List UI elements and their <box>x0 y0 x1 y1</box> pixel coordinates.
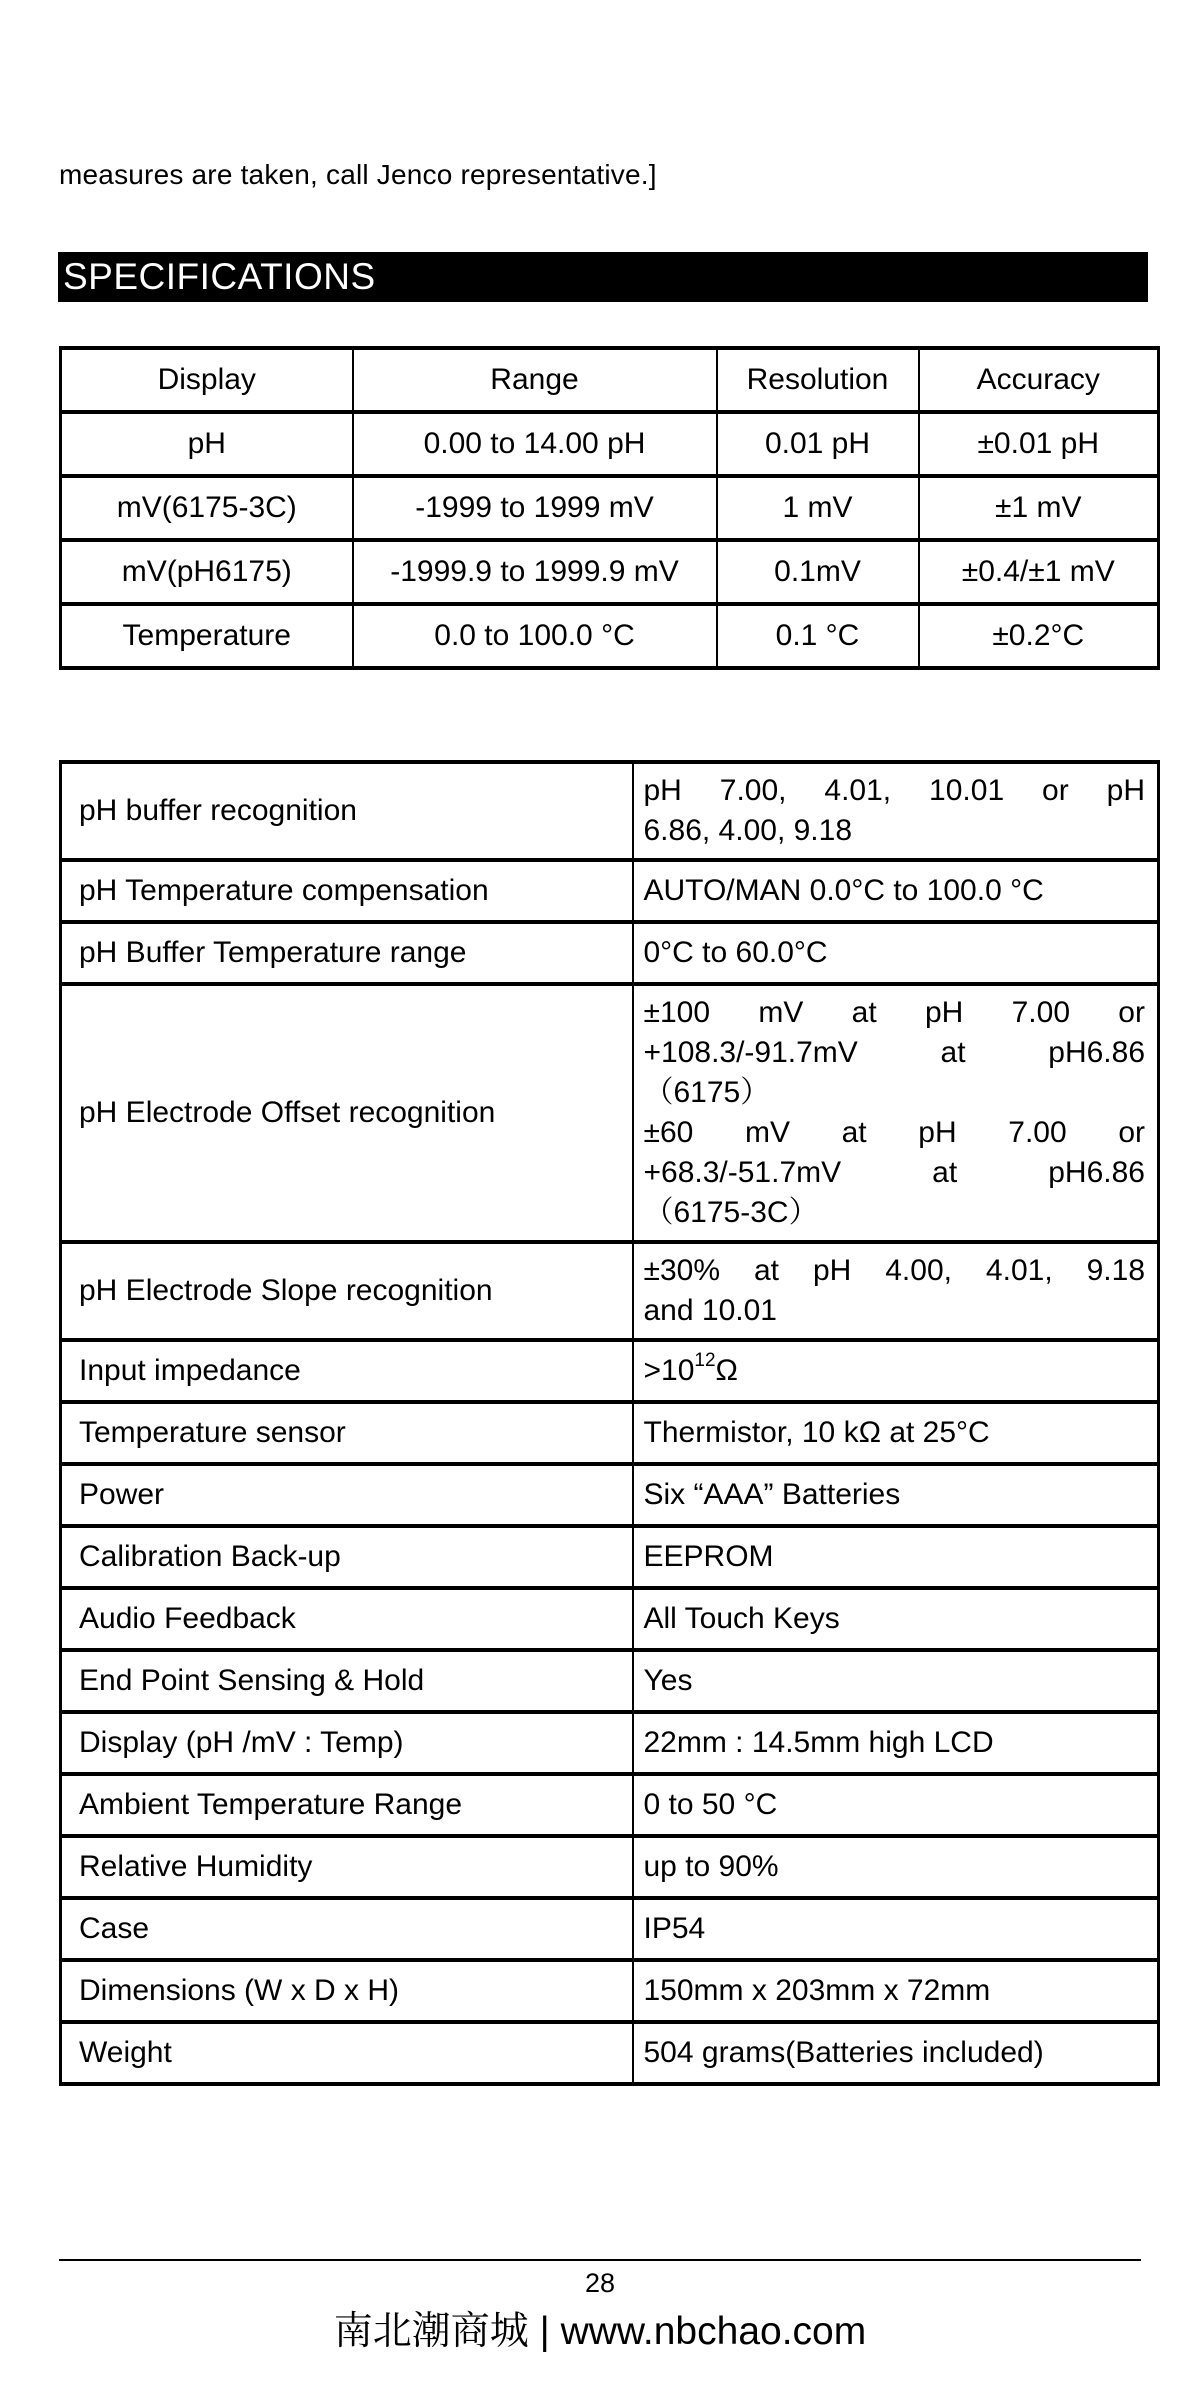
header-cell: Display <box>61 348 353 412</box>
superscript: 12 <box>694 1350 716 1371</box>
spec-value <box>633 1402 1159 1464</box>
value-line: Thermistor, 10 kΩ at 25°C <box>643 1416 990 1449</box>
spec-label: Temperature sensor <box>61 1402 633 1464</box>
table-row <box>61 1712 1159 1774</box>
spec-value <box>633 860 1159 922</box>
value-line: EEPROM <box>643 1540 774 1573</box>
spec-value <box>633 1898 1159 1960</box>
value-line: 504 grams(Batteries included) <box>643 2036 1044 2069</box>
table-cell: ±1 mV <box>919 476 1159 540</box>
table-row <box>61 1898 1159 1960</box>
spec-value <box>633 1340 1159 1402</box>
table-row <box>61 1774 1159 1836</box>
value-line: 22mm : 14.5mm high LCD <box>643 1726 994 1759</box>
spec-label: Weight <box>61 2022 633 2084</box>
value-line: IP54 <box>643 1912 706 1945</box>
value-line: $>10^{12}\Omega$ <box>643 1350 738 1387</box>
table-row <box>61 984 1159 1242</box>
table-row <box>61 1464 1159 1526</box>
table-row <box>61 412 1159 476</box>
spec-label: pH Temperature compensation <box>61 860 633 922</box>
table-row <box>61 860 1159 922</box>
spec-value <box>633 1242 1159 1340</box>
table-cell: 0.1 °C <box>717 604 919 668</box>
value-line: Six “AAA” Batteries <box>643 1478 901 1511</box>
value-line: 6.86, 4.00, 9.18 <box>643 814 853 847</box>
table-cell: 0.1mV <box>717 540 919 604</box>
value-line: up to 90% <box>643 1850 779 1883</box>
spec-value <box>633 1526 1159 1588</box>
spec-label: End Point Sensing & Hold <box>61 1650 633 1712</box>
page-footer <box>59 2259 1141 2355</box>
spec-value <box>633 1588 1159 1650</box>
spec-label: pH buffer recognition <box>61 762 633 860</box>
header-cell: Range <box>353 348 717 412</box>
intro-text: measures are taken, call Jenco representative.] <box>59 159 657 190</box>
table-row <box>61 922 1159 984</box>
spec-detail-table <box>59 760 1160 2086</box>
spec-label: Display (pH /mV : Temp) <box>61 1712 633 1774</box>
spec-label: Power <box>61 1464 633 1526</box>
spec-value <box>633 762 1159 860</box>
table-cell: ±0.4/±1 mV <box>919 540 1159 604</box>
table-cell: pH <box>61 412 353 476</box>
table-row <box>61 2022 1159 2084</box>
table-row <box>61 1960 1159 2022</box>
value-line: Yes <box>643 1664 693 1697</box>
footer-site-text: 南北潮商城 | www.nbchao.com <box>333 2310 867 2353</box>
spec-label: pH Electrode Slope recognition <box>61 1242 633 1340</box>
spec-label: Relative Humidity <box>61 1836 633 1898</box>
section-title: SPECIFICATIONS <box>63 256 376 297</box>
spec-label: Case <box>61 1898 633 1960</box>
table-cell: mV(pH6175) <box>61 540 353 604</box>
table-row <box>61 1340 1159 1402</box>
table-cell: ±0.01 pH <box>919 412 1159 476</box>
value-line: （6175-3C） <box>643 1196 819 1229</box>
table-cell: 0.01 pH <box>717 412 919 476</box>
footer-divider <box>59 2259 1141 2261</box>
table-cell: ±0.2°C <box>919 604 1159 668</box>
value-line: ±60 mV at pH 7.00 or <box>643 1116 1145 1149</box>
value-line: 150mm x 203mm x 72mm <box>643 1974 991 2007</box>
spec-value <box>633 922 1159 984</box>
table-row <box>61 540 1159 604</box>
value-line: ±100 mV at pH 7.00 or <box>643 996 1145 1029</box>
table-row <box>61 1242 1159 1340</box>
value-line: pH 7.00, 4.01, 10.01 or pH <box>643 774 1145 807</box>
table-row <box>61 1650 1159 1712</box>
table-row <box>61 604 1159 668</box>
spec-value <box>633 1836 1159 1898</box>
spec-value <box>633 984 1159 1242</box>
spec-value <box>633 1960 1159 2022</box>
spec-value <box>633 1650 1159 1712</box>
value-line: 0°C to 60.0°C <box>643 936 828 969</box>
spec-label: Audio Feedback <box>61 1588 633 1650</box>
value-line: and 10.01 <box>643 1294 777 1327</box>
value-line: 0 to 50 °C <box>643 1788 778 1821</box>
value-line: +68.3/-51.7mV at pH6.86 <box>643 1156 1145 1189</box>
page-number: 28 <box>584 2268 616 2298</box>
table-cell: -1999 to 1999 mV <box>353 476 717 540</box>
spec-summary-table <box>59 346 1160 670</box>
table-cell: 0.0 to 100.0 °C <box>353 604 717 668</box>
value-line: （6175） <box>643 1076 771 1109</box>
spec-value <box>633 1464 1159 1526</box>
spec-value <box>633 1712 1159 1774</box>
value-line: AUTO/MAN 0.0°C to 100.0 °C <box>643 874 1044 907</box>
table-cell: 0.00 to 14.00 pH <box>353 412 717 476</box>
spec-label: Calibration Back-up <box>61 1526 633 1588</box>
spec-label: pH Electrode Offset recognition <box>61 984 633 1242</box>
spec-label: Dimensions (W x D x H) <box>61 1960 633 2022</box>
spec-label: pH Buffer Temperature range <box>61 922 633 984</box>
section-header-bar <box>58 252 1148 302</box>
header-cell: Accuracy <box>919 348 1159 412</box>
spec-label: Ambient Temperature Range <box>61 1774 633 1836</box>
spec-label: Input impedance <box>61 1340 633 1402</box>
value-line: All Touch Keys <box>643 1602 840 1635</box>
table-row <box>61 1836 1159 1898</box>
value-line: ±30% at pH 4.00, 4.01, 9.18 <box>643 1254 1145 1287</box>
table-row <box>61 762 1159 860</box>
table-cell: 1 mV <box>717 476 919 540</box>
table-row <box>61 1402 1159 1464</box>
table-row <box>61 1526 1159 1588</box>
spec-summary-header-row <box>61 348 1159 412</box>
table-cell: Temperature <box>61 604 353 668</box>
value-line: +108.3/-91.7mV at pH6.86 <box>643 1036 1145 1069</box>
spec-value <box>633 1774 1159 1836</box>
table-row <box>61 1588 1159 1650</box>
table-row <box>61 476 1159 540</box>
spec-value <box>633 2022 1159 2084</box>
table-cell: -1999.9 to 1999.9 mV <box>353 540 717 604</box>
header-cell: Resolution <box>717 348 919 412</box>
table-cell: mV(6175-3C) <box>61 476 353 540</box>
